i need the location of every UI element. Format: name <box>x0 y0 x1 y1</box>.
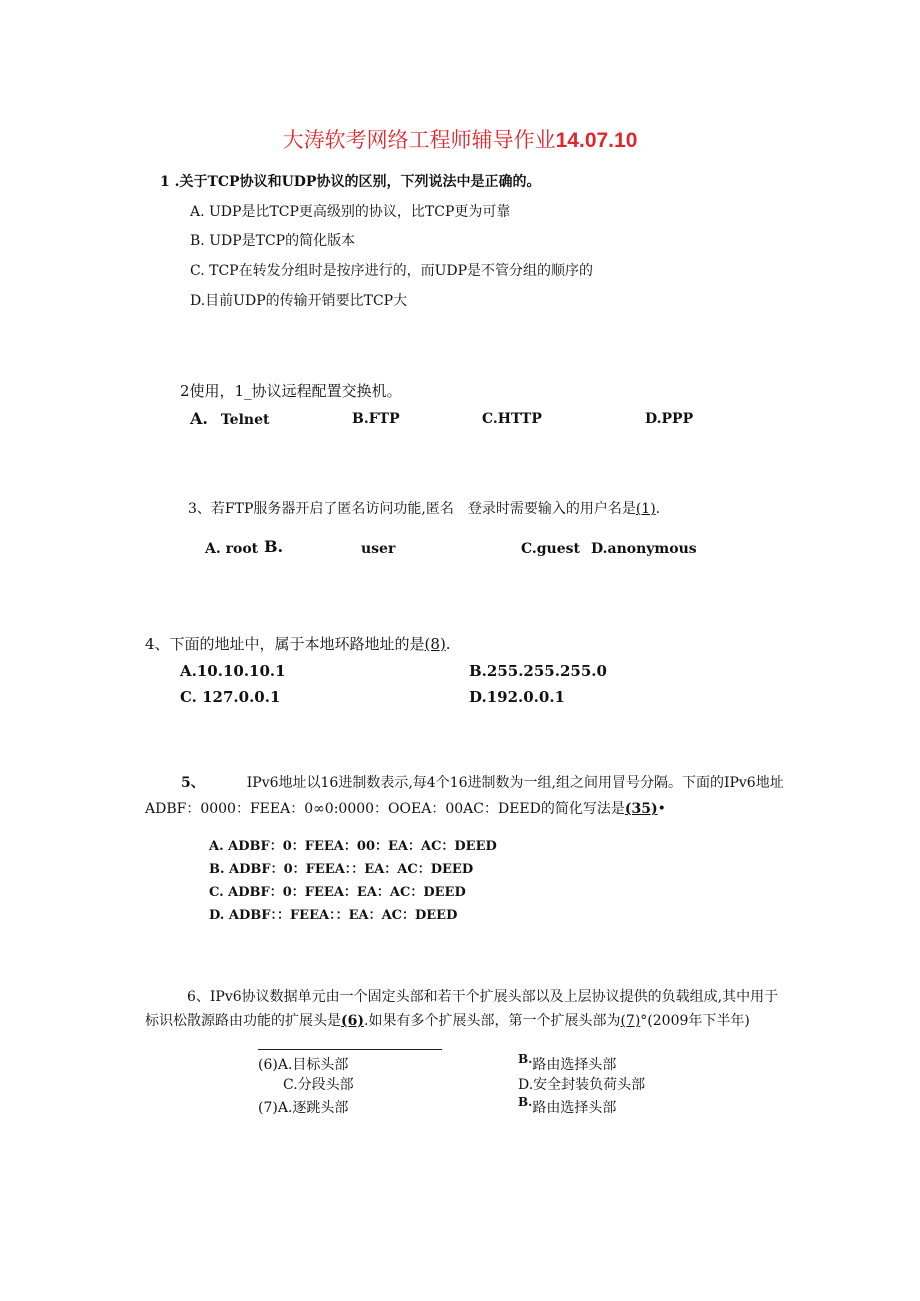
q5-stem-end: • <box>657 801 666 817</box>
q5-blank: (35) <box>624 801 658 817</box>
q6-option-6a: (6)A.目标头部 <box>258 1057 349 1073</box>
q4-option-d: D.192.0.0.1 <box>469 688 565 706</box>
page-title-number: 14.07.10 <box>555 129 638 152</box>
q6-option-6b-text: 路由选择头部 <box>532 1057 617 1073</box>
q3-blank: (1) <box>635 501 656 517</box>
q6-option-7b-letter: B. <box>518 1095 533 1109</box>
q4-stem-end: . <box>445 635 451 653</box>
q6-option-6c: C.分段头部 <box>283 1077 354 1093</box>
q2-option-d: D.PPP <box>645 411 694 427</box>
q5-option-a: A. ADBF：0：FEEA：00：EA：AC：DEED <box>209 839 497 854</box>
q4-option-a: A.10.10.10.1 <box>180 662 286 680</box>
q6-blank-2: (7) <box>620 1013 641 1029</box>
q1-option-b: B. UDP是TCP的简化版本 <box>190 233 356 249</box>
q5-number: 5、 <box>181 775 205 791</box>
q3-option-b-text: user <box>361 541 396 557</box>
answer-blank-line <box>258 1049 442 1050</box>
q5-option-b: B. ADBF：0：FEEA：：EA：AC：DEED <box>209 862 474 877</box>
q3-stem <box>188 499 660 519</box>
q2-option-a-letter: A. <box>190 409 208 428</box>
q5-option-d: D. ADBF：：FEEA：：EA：AC：DEED <box>209 908 458 923</box>
q2-option-c: C.HTTP <box>482 411 542 427</box>
q3-option-b-letter: B. <box>264 537 284 556</box>
q3-stem-text: 3、若FTP服务器开启了匿名访问功能,匿名 登录时需要输入的用户名是 <box>188 501 636 517</box>
q4-stem <box>145 634 451 654</box>
q6-stem <box>145 985 785 1033</box>
page-title-text: 大涛软考网络工程师辅导作业 <box>282 128 556 152</box>
q1-option-c: C. TCP在转发分组时是按序进行的，而UDP是不管分组的顺序的 <box>190 263 594 279</box>
q5-stem <box>145 770 785 822</box>
q2-option-b: B.FTP <box>352 411 400 427</box>
q6-option-7a: (7)A.逐跳头部 <box>258 1100 349 1116</box>
q6-option-7b <box>518 1095 617 1118</box>
q6-stem-mid: .如果有多个扩展头部，第一个扩展头部为 <box>364 1013 621 1029</box>
q3-option-c: C.guest <box>521 541 580 557</box>
q4-option-c: C. 127.0.0.1 <box>180 688 281 706</box>
page-title <box>0 124 920 154</box>
q6-option-6b-letter: B. <box>518 1052 533 1066</box>
q6-option-7b-text: 路由选择头部 <box>532 1100 617 1116</box>
q4-option-b: B.255.255.255.0 <box>469 662 607 680</box>
q1-stem: 1 .关于TCP协议和UDP协议的区别，下列说法中是正确的。 <box>160 174 541 190</box>
q4-blank: (8) <box>424 635 446 653</box>
q6-option-6b <box>518 1052 617 1075</box>
q3-option-d: D.anonymous <box>591 541 697 557</box>
q1-option-a: A. UDP是比TCP更高级别的协议，比TCP更为可靠 <box>190 204 511 220</box>
q3-stem-end: . <box>655 501 661 517</box>
q1-option-d: D.目前UDP的传输开销要比TCP大 <box>190 293 408 309</box>
q2-option-a-text: Telnet <box>220 412 270 428</box>
q5-option-c: C. ADBF：0：FEEA：EA：AC：DEED <box>209 885 466 900</box>
q3-option-a: A. root <box>205 541 259 557</box>
q6-blank-1: (6) <box>341 1013 364 1029</box>
q2-option-a <box>190 409 269 430</box>
q5-stem-text: IPv6地址以16进制数表示,每4个16进制数为一组,组之间用冒号分隔。下面的IPv6地址ADBF：0000：FEEA：0∞0:0000：OOEA：00AC：DEED的简化写法是 <box>145 775 784 817</box>
q6-stem-text: 6、IPv6协议数据单元由一个固定头部和若干个扩展头部以及上层协议提供的负载组成,其中用于标识松散源路由功能的扩展头是 <box>145 989 779 1029</box>
q2-stem: 2使用，1_协议远程配置交换机。 <box>180 382 402 400</box>
q4-stem-text: 4、下面的地址中，属于本地环路地址的是 <box>145 635 425 653</box>
q6-option-6d: D.安全封装负荷头部 <box>518 1077 646 1093</box>
q6-stem-end: °(2009年下半年) <box>640 1013 750 1029</box>
